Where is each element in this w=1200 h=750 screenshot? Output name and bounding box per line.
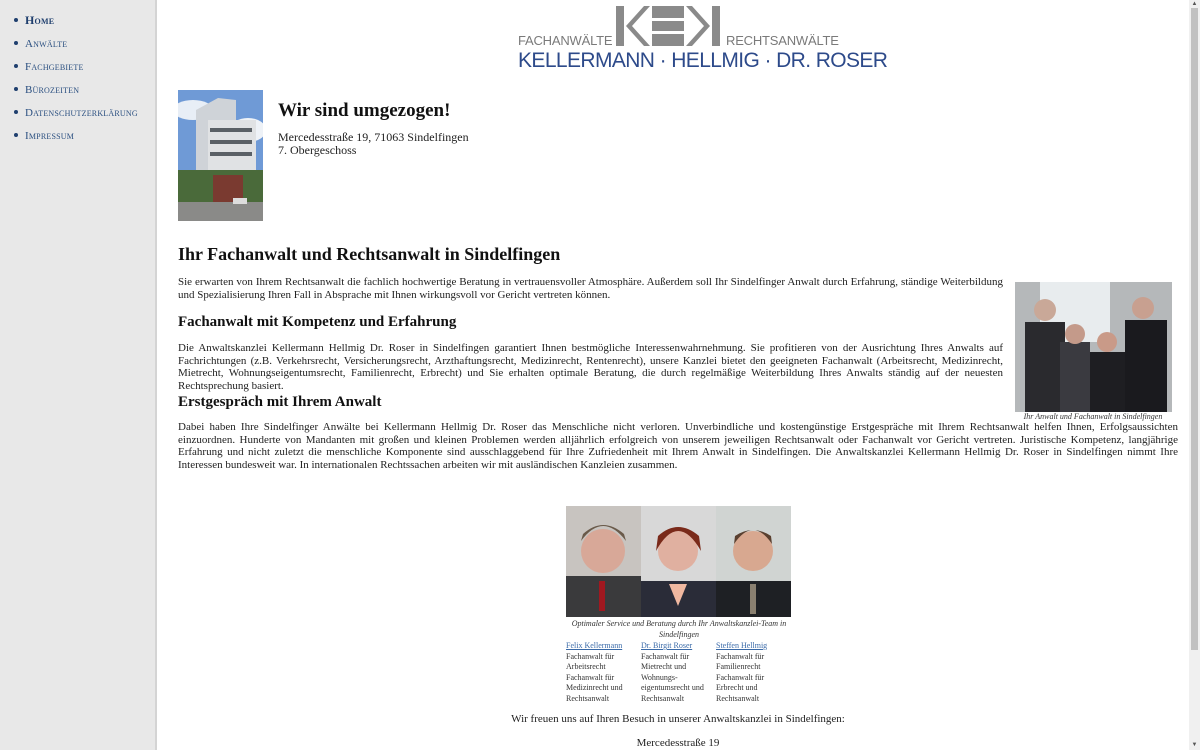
- nav-link-anwaelte[interactable]: Anwälte: [25, 38, 68, 50]
- member-desc: Fachanwalt für Mietrecht und Wohnungs-eigentumsrecht und Rechtsanwalt: [641, 651, 704, 703]
- scroll-down-arrow-icon[interactable]: ▼: [1191, 742, 1198, 748]
- section2-paragraph: Dabei haben Ihre Sindelfinger Anwälte bei Kellermann Hellmig Dr. Roser das Menschliche nicht verloren. Unverbindliche und kostengünstige Erstgespräche mit Ihrem Rechtsanwalt helfen Ihnen, Erfolgsaussichten einzuordnen. Hunderte von Mandanten mit großen und kleinen Problemen werden alljährlich erfolgreich von unserem jeweiligen Rechtsanwalt oder Fachanwalt vor Gericht vertreten. Juristische Kompetenz, langjährige Erfahrung und nicht zuletzt die menschliche Komponente sind ausschlaggebend für Ihre Zufriedenheit mit Ihrem Anwalt in Sindelfingen. Die Anwaltskanzlei Kellermann Hellmig Dr. Roser in Sindelfingen nimmt Ihre Interessen bundesweit war. In internationalen Rechtssachen arbeiten wir mit ausländischen Kanzleien zusammen.: [178, 421, 1178, 471]
- logo-rechtsanwaelte: RECHTSANWÄLTE: [726, 33, 839, 48]
- team-group-photo: [1015, 282, 1172, 412]
- page-heading: Ihr Fachanwalt und Rechtsanwalt in Sindelfingen: [178, 244, 561, 264]
- main-content: [178, 0, 1178, 750]
- sidebar-nav: [0, 0, 157, 750]
- moved-address: [278, 131, 469, 157]
- member-birgit-roser: [641, 641, 716, 704]
- photo-birgit-roser: [641, 506, 716, 617]
- nav-item-fachgebiete[interactable]: [14, 58, 155, 81]
- nav-link-buerozeiten[interactable]: Bürozeiten: [25, 84, 80, 96]
- nav-item-impressum[interactable]: [14, 127, 155, 150]
- office-building-photo: [178, 90, 263, 221]
- member-link-steffen-hellmig[interactable]: Steffen Hellmig: [716, 641, 768, 650]
- nav-list: [0, 0, 155, 150]
- scroll-up-arrow-icon[interactable]: ▲: [1191, 1, 1198, 7]
- nav-link-datenschutz[interactable]: Datenschutzerklärung: [25, 107, 138, 119]
- address-line-1: Mercedesstraße 19, 71063 Sindelfingen: [278, 130, 469, 144]
- vertical-scrollbar[interactable]: [1189, 0, 1200, 750]
- section2-heading: Erstgespräch mit Ihrem Anwalt: [178, 394, 382, 410]
- member-felix-kellermann: [566, 641, 641, 704]
- group-photo-caption: Ihr Anwalt und Fachanwalt in Sindelfingen: [1023, 412, 1163, 421]
- nav-item-anwaelte[interactable]: [14, 35, 155, 58]
- scrollbar-thumb[interactable]: [1191, 8, 1198, 650]
- intro-paragraph: Sie erwarten von Ihrem Rechtsanwalt die fachlich hochwertige Beratung in vertrauensvoller Atmosphäre. Außerdem soll Ihr Sindelfinger Anwalt durch Erfahrung, ständige Weiterbildung und Spezialisierung Ihren Fall in Absprache mit Ihnen wirkungsvoll vor Gericht vertreten können.: [178, 276, 1003, 301]
- section1-paragraph: Die Anwaltskanzlei Kellermann Hellmig Dr. Roser in Sindelfingen garantiert Ihnen bestmögliche Interessenwahrnehmung. Sie profitieren von der Ausrichtung Ihres Anwalts auf Fachrichtungen (z.B. Verkehrsrecht, Versicherungsrecht, Arzthaftungsrecht, Medizinrecht, Rentenrecht), unsere Kanzlei bietet den geeigneten Fachanwalt (Arbeitsrecht, Medizinrecht, Mietrecht, Wohnungseigentumsrecht, Familienrecht, Erbrecht) und Sie erhalten optimale Beratung, die durch regelmäßige Weiterbildung Ihres Anwalts ständig auf der neuesten Rechtsprechung basiert.: [178, 342, 1003, 392]
- photo-felix-kellermann: [566, 506, 641, 617]
- nav-link-impressum[interactable]: Impressum: [25, 130, 75, 142]
- team-block: [566, 506, 792, 704]
- nav-item-home[interactable]: [14, 12, 155, 35]
- logo-partner-names: KELLERMANN · HELLMIG · DR. ROSER: [518, 49, 888, 72]
- nav-link-fachgebiete[interactable]: Fachgebiete: [25, 61, 84, 73]
- member-link-felix-kellermann[interactable]: Felix Kellermann: [566, 641, 623, 650]
- nav-item-datenschutz[interactable]: [14, 104, 155, 127]
- company-logo[interactable]: [518, 6, 888, 72]
- address-line-2: 7. Obergeschoss: [278, 143, 357, 157]
- khk-logo-mark-icon: [616, 6, 720, 46]
- member-desc: Fachanwalt für Arbeitsrecht Fachanwalt für Medizinrecht und Rechtsanwalt: [566, 651, 623, 703]
- moved-heading: Wir sind umgezogen!: [278, 100, 451, 121]
- member-link-birgit-roser[interactable]: Dr. Birgit Roser: [641, 641, 693, 650]
- team-photos: [566, 506, 792, 617]
- section1-heading: Fachanwalt mit Kompetenz und Erfahrung: [178, 314, 457, 330]
- footer-street: Mercedesstraße 19: [636, 737, 720, 749]
- team-members: [566, 641, 792, 704]
- visit-text: Wir freuen uns auf Ihren Besuch in unserer Anwaltskanzlei in Sindelfingen:: [511, 713, 845, 725]
- nav-item-buerozeiten[interactable]: [14, 81, 155, 104]
- member-steffen-hellmig: [716, 641, 791, 704]
- member-desc: Fachanwalt für Familienrecht Fachanwalt für Erbrecht und Rechtsanwalt: [716, 651, 765, 703]
- building-image-icon: [178, 90, 263, 221]
- photo-steffen-hellmig: [716, 506, 791, 617]
- team-caption: Optimaler Service und Beratung durch Ihr Anwaltskanzlei-Team in Sindelfingen: [571, 619, 787, 639]
- group-photo-image-icon: [1015, 282, 1172, 412]
- logo-fachanwaelte: FACHANWÄLTE: [518, 33, 613, 48]
- nav-link-home[interactable]: Home: [25, 13, 55, 27]
